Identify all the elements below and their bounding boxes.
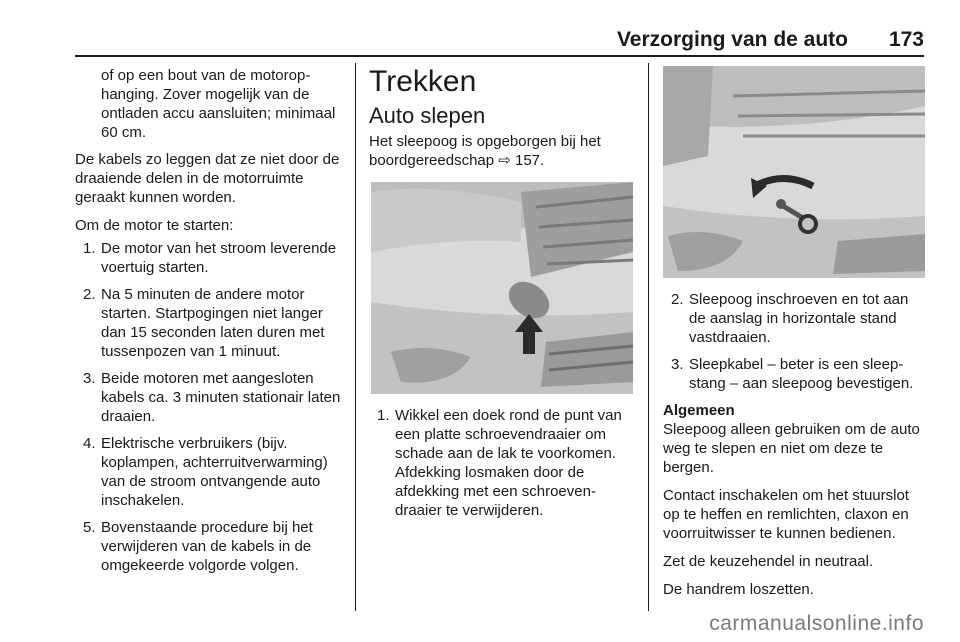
- watermark: carmanualsonline.info: [709, 612, 924, 635]
- subhead-general: Algemeen: [663, 402, 735, 419]
- column-divider-left: [355, 63, 356, 611]
- list-text: Elektrische verbruikers (bijv. koplampen, achterruitverwarming) van de stroom ontvangende auto inschakelen.: [101, 435, 328, 509]
- list-text: Na 5 minuten de andere motor starten. Startpogingen niet langer dan 15 seconden laten duren met tussenpozen van 1 minuut.: [101, 286, 325, 360]
- list-number: 5.: [83, 519, 96, 536]
- paragraph: Het sleepoog is opgeborgen bij het boordgereedschap ⇨ 157.: [369, 133, 601, 169]
- list-text: Sleepoog inschroeven en tot aan de aanslag in horizontale stand vastdraaien.: [689, 291, 909, 346]
- list-item: [75, 369, 349, 426]
- list-item: [663, 290, 925, 347]
- paragraph: Sleepoog alleen gebruiken om de auto weg te slepen en niet om deze te bergen.: [663, 421, 920, 476]
- list-item: [663, 355, 925, 393]
- list-number: 4.: [83, 435, 96, 452]
- list-item: [75, 239, 349, 277]
- continued-list-item: of op een bout van de motorophanging. Zover mogelijk van de ontladen accu aansluiten; minimaal 60 cm.: [101, 67, 336, 141]
- list-number: 3.: [671, 356, 684, 373]
- list-item: [75, 285, 349, 361]
- list-number: 1.: [377, 407, 390, 424]
- tow-eye-illustration: [663, 66, 925, 278]
- column-2: [369, 66, 635, 528]
- paragraph: Contact inschakelen om het stuurslot op te heffen en remlichten, claxon en voorruitwisser te kunnen bedienen.: [663, 487, 909, 542]
- bumper-cover-illustration: [369, 182, 635, 394]
- list-number: 2.: [671, 291, 684, 308]
- list-text: Wikkel een doek rond de punt van een platte schroevendraaier om schade aan de lak te voorkomen. Afdekking losmaken door de afdekking met een schroevendraaier te verwijderen.: [395, 407, 622, 519]
- column-3: [663, 66, 925, 608]
- page-number: 173: [888, 28, 924, 51]
- bumper-cover-image: [369, 182, 635, 394]
- list-item: [75, 434, 349, 510]
- paragraph: De kabels zo leggen dat ze niet door de draaiende delen in de motorruimte geraakt kunnen worden.: [75, 151, 340, 206]
- list-text: Sleepkabel – beter is een sleepstang – aan sleepoog bevestigen.: [689, 356, 914, 392]
- tow-eye-image: [663, 66, 925, 278]
- list-item: [369, 406, 635, 520]
- column-divider-right: [648, 63, 649, 611]
- paragraph: Zet de keuzehendel in neutraal.: [663, 553, 874, 570]
- list-number: 1.: [83, 240, 96, 257]
- list-text: Beide motoren met aangesloten kabels ca. 3 minuten stationair laten draaien.: [101, 370, 341, 425]
- column-1: [75, 66, 349, 583]
- list-text: De motor van het stroom leverende voertuig starten.: [101, 240, 337, 276]
- header-rule: [75, 55, 924, 57]
- section-heading: Trekken: [369, 65, 477, 98]
- paragraph: De handrem loszetten.: [663, 581, 814, 598]
- list-item: [75, 518, 349, 575]
- list-number: 2.: [83, 286, 96, 303]
- list-number: 3.: [83, 370, 96, 387]
- subsection-heading: Auto slepen: [369, 103, 486, 128]
- start-steps-list: [75, 239, 349, 575]
- paragraph: Om de motor te starten:: [75, 217, 234, 234]
- general-section: [663, 401, 925, 599]
- list-text: Bovenstaande procedure bij het verwijderen van de kabels in de omgekeerde volgorde volgen.: [101, 519, 313, 574]
- page-header-title: Verzorging van de auto: [616, 28, 848, 51]
